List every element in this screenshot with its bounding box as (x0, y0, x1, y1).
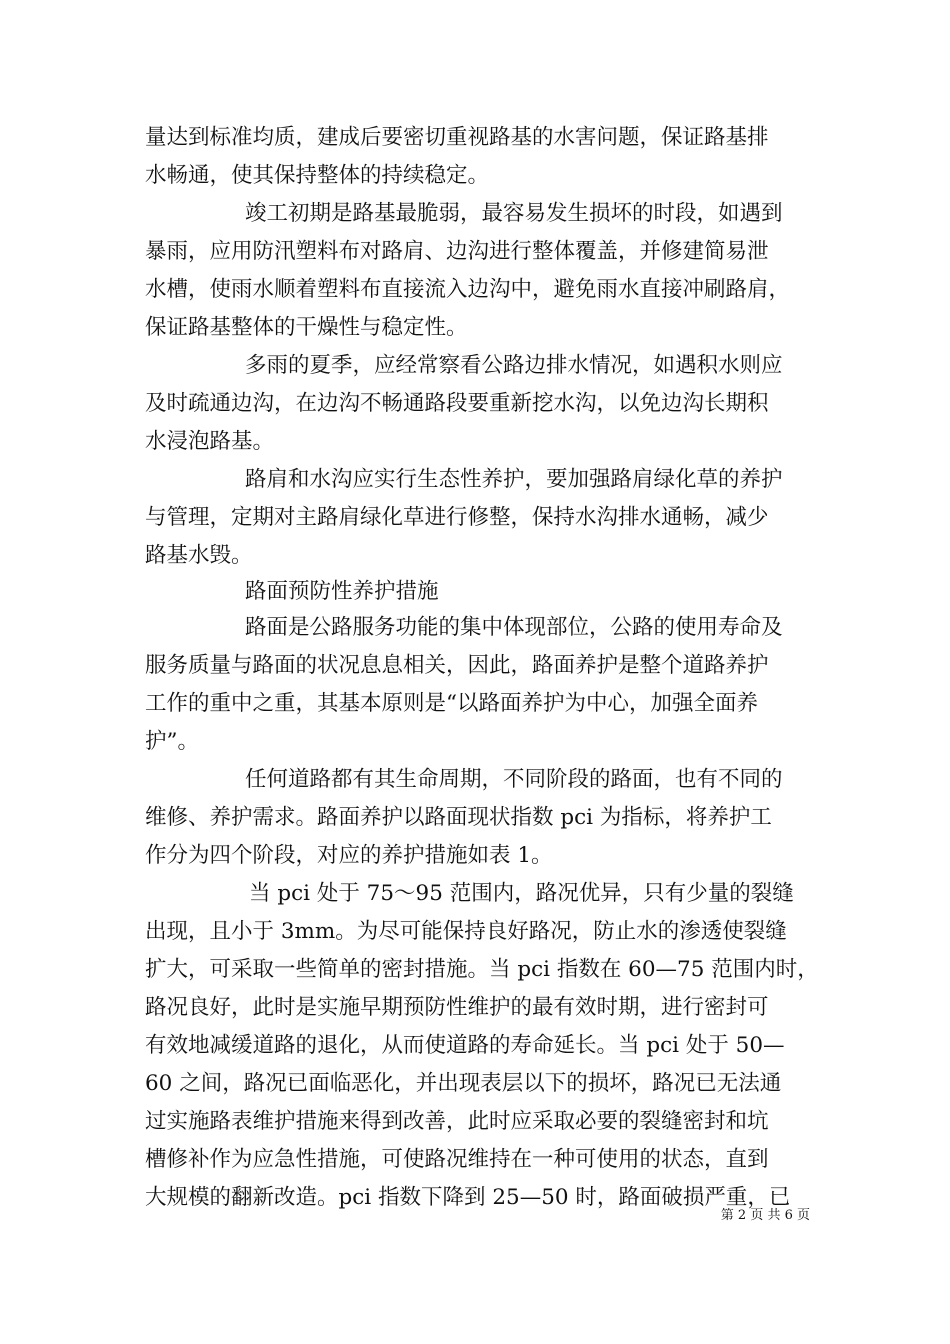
text-line: 作分为四个阶段，对应的养护措施如表 1。 (145, 843, 553, 868)
text-line: 工作的重中之重，其基本原则是“以路面养护为中心，加强全面养 (145, 691, 758, 716)
text-line: 扩大，可采取一些简单的密封措施。当 pci 指数在 60—75 范围内时， (145, 957, 819, 982)
text-line: 60 之间，路况已面临恶化，并出现表层以下的损坏，路况已无法通 (145, 1071, 782, 1096)
paragraph-start-line: 路面是公路服务功能的集中体现部位，公路的使用寿命及 (245, 615, 783, 640)
text-line: 路基水毁。 (145, 543, 253, 568)
text-line: 保证路基整体的干燥性与稳定性。 (145, 315, 468, 340)
text-line: 路况良好，此时是实施早期预防性维护的最有效时期，进行密封可 (145, 995, 769, 1020)
text-line: 有效地减缓道路的退化，从而使道路的寿命延长。当 pci 处于 50— (145, 1033, 785, 1058)
text-line: 维修、养护需求。路面养护以路面现状指数 pci 为指标，将养护工 (145, 805, 772, 830)
text-line: 量达到标准均质，建成后要密切重视路基的水害问题，保证路基排 (145, 125, 769, 150)
text-line: 槽修补作为应急性措施，可使路况维持在一种可使用的状态，直到 (145, 1147, 769, 1172)
text-line: 水槽，使雨水顺着塑料布直接流入边沟中，避免雨水直接冲刷路肩， (145, 277, 791, 302)
text-line: 出现，且小于 3mm。为尽可能保持良好路况，防止水的渗透使裂缝 (145, 919, 787, 944)
paragraph-start-line: 任何道路都有其生命周期，不同阶段的路面，也有不同的 (245, 767, 783, 792)
text-line: 暴雨，应用防汛塑料布对路肩、边沟进行整体覆盖，并修建简易泄 (145, 239, 769, 264)
text-line: 与管理，定期对主路肩绿化草进行修整，保持水沟排水通畅，减少 (145, 505, 769, 530)
text-line: 过实施路表维护措施来得到改善，此时应采取必要的裂缝密封和坑 (145, 1109, 769, 1134)
paragraph-start-line: 竣工初期是路基最脆弱，最容易发生损坏的时段，如遇到 (245, 201, 783, 226)
text-line: 服务质量与路面的状况息息相关，因此，路面养护是整个道路养护 (145, 653, 769, 678)
paragraph-start-line: 当 pci 处于 75～95 范围内，路况优异，只有少量的裂缝 (249, 881, 794, 906)
paragraph-start-line: 路肩和水沟应实行生态性养护，要加强路肩绿化草的养护 (245, 467, 783, 492)
text-line: 水畅通，使其保持整体的持续稳定。 (145, 163, 490, 188)
section-heading: 路面预防性养护措施 (245, 579, 439, 604)
text-line: 水浸泡路基。 (145, 429, 275, 454)
text-line: 护”。 (145, 729, 199, 754)
text-line: 大规模的翻新改造。pci 指数下降到 25—50 时，路面破损严重，已 (145, 1185, 791, 1210)
page-number-footer: 第 2 页 共 6 页 (720, 1208, 810, 1223)
text-line: 及时疏通边沟，在边沟不畅通路段要重新挖水沟，以免边沟长期积 (145, 391, 769, 416)
paragraph-start-line: 多雨的夏季，应经常察看公路边排水情况，如遇积水则应 (245, 353, 783, 378)
